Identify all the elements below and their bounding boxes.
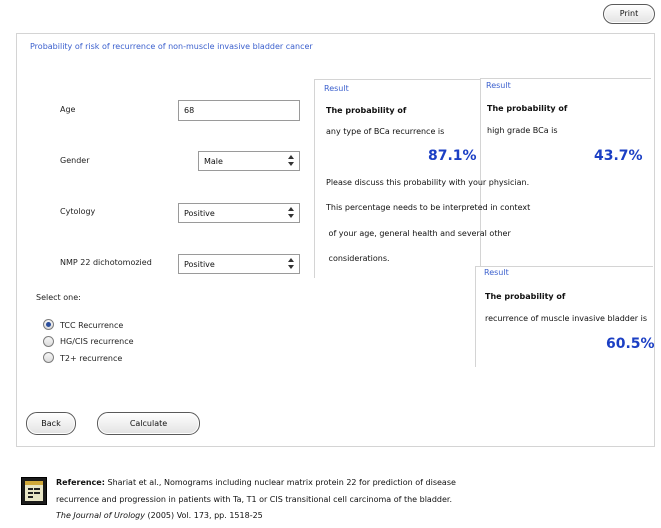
reference-citation: (2005) Vol. 173, pp. 1518-25 xyxy=(145,511,263,520)
advice-line-4: considerations. xyxy=(326,254,390,263)
result-high-line2: high grade BCa is xyxy=(487,126,558,135)
result-muscle-line2: recurrence of muscle invasive bladder is xyxy=(485,314,648,323)
result-heading-any: Result xyxy=(324,84,349,93)
result-muscle-value: 60.5% xyxy=(606,336,655,352)
age-label: Age xyxy=(60,105,76,114)
reference-line-3 xyxy=(56,511,263,520)
gender-select[interactable] xyxy=(198,151,300,171)
advice-line-3: of your age, general health and several other xyxy=(326,229,511,238)
select-arrows-icon xyxy=(288,155,294,166)
cytology-label: Cytology xyxy=(60,207,96,216)
nmp22-label: NMP 22 dichotomozied xyxy=(60,258,152,267)
reference-text-2: recurrence and progression in patients with Ta, T1 or CIS transitional cell carcinoma of the bladder. xyxy=(56,495,453,504)
gender-label: Gender xyxy=(60,156,90,165)
select-arrows-icon xyxy=(288,207,294,218)
gender-select-value: Male xyxy=(204,157,223,166)
radio-t2-recurrence[interactable] xyxy=(43,352,54,363)
age-input[interactable]: 68 xyxy=(178,100,300,121)
document-icon xyxy=(22,478,46,504)
nmp22-select-value: Positive xyxy=(184,260,215,269)
radio-label-hgcis: HG/CIS recurrence xyxy=(60,337,134,346)
radio-tcc-recurrence[interactable] xyxy=(43,319,54,330)
cytology-select-value: Positive xyxy=(184,209,215,218)
radio-label-tcc: TCC Recurrence xyxy=(60,321,124,330)
result-muscle-line1: The probability of xyxy=(485,292,566,301)
cytology-select[interactable] xyxy=(178,203,300,223)
result-any-line2: any type of BCa recurrence is xyxy=(326,127,445,136)
result-heading-high: Result xyxy=(486,81,511,90)
result-high-line1: The probability of xyxy=(487,104,568,113)
calculate-button[interactable]: Calculate xyxy=(97,412,200,435)
reference-line-1 xyxy=(56,478,456,487)
select-arrows-icon xyxy=(288,258,294,269)
reference-document-icon xyxy=(21,477,47,505)
back-button[interactable]: Back xyxy=(26,412,76,435)
page-title: Probability of risk of recurrence of non-muscle invasive bladder cancer xyxy=(30,42,313,51)
nmp22-select[interactable] xyxy=(178,254,300,274)
result-any-value: 87.1% xyxy=(428,148,477,164)
print-button[interactable]: Print xyxy=(603,4,655,24)
advice-line-1: Please discuss this probability with your physician. xyxy=(326,178,530,187)
reference-label: Reference: xyxy=(56,478,105,487)
radio-label-t2: T2+ recurrence xyxy=(60,354,123,363)
radio-hg-cis-recurrence[interactable] xyxy=(43,336,54,347)
result-any-line1: The probability of xyxy=(326,106,407,115)
reference-text-1: Shariat et al., Nomograms including nuclear matrix protein 22 for prediction of disease xyxy=(107,478,456,487)
result-heading-muscle: Result xyxy=(484,268,509,277)
result-high-value: 43.7% xyxy=(594,148,643,164)
select-one-label: Select one: xyxy=(36,293,81,302)
reference-journal: The Journal of Urology xyxy=(56,511,145,520)
advice-line-2: This percentage needs to be interpreted in context xyxy=(326,203,531,212)
